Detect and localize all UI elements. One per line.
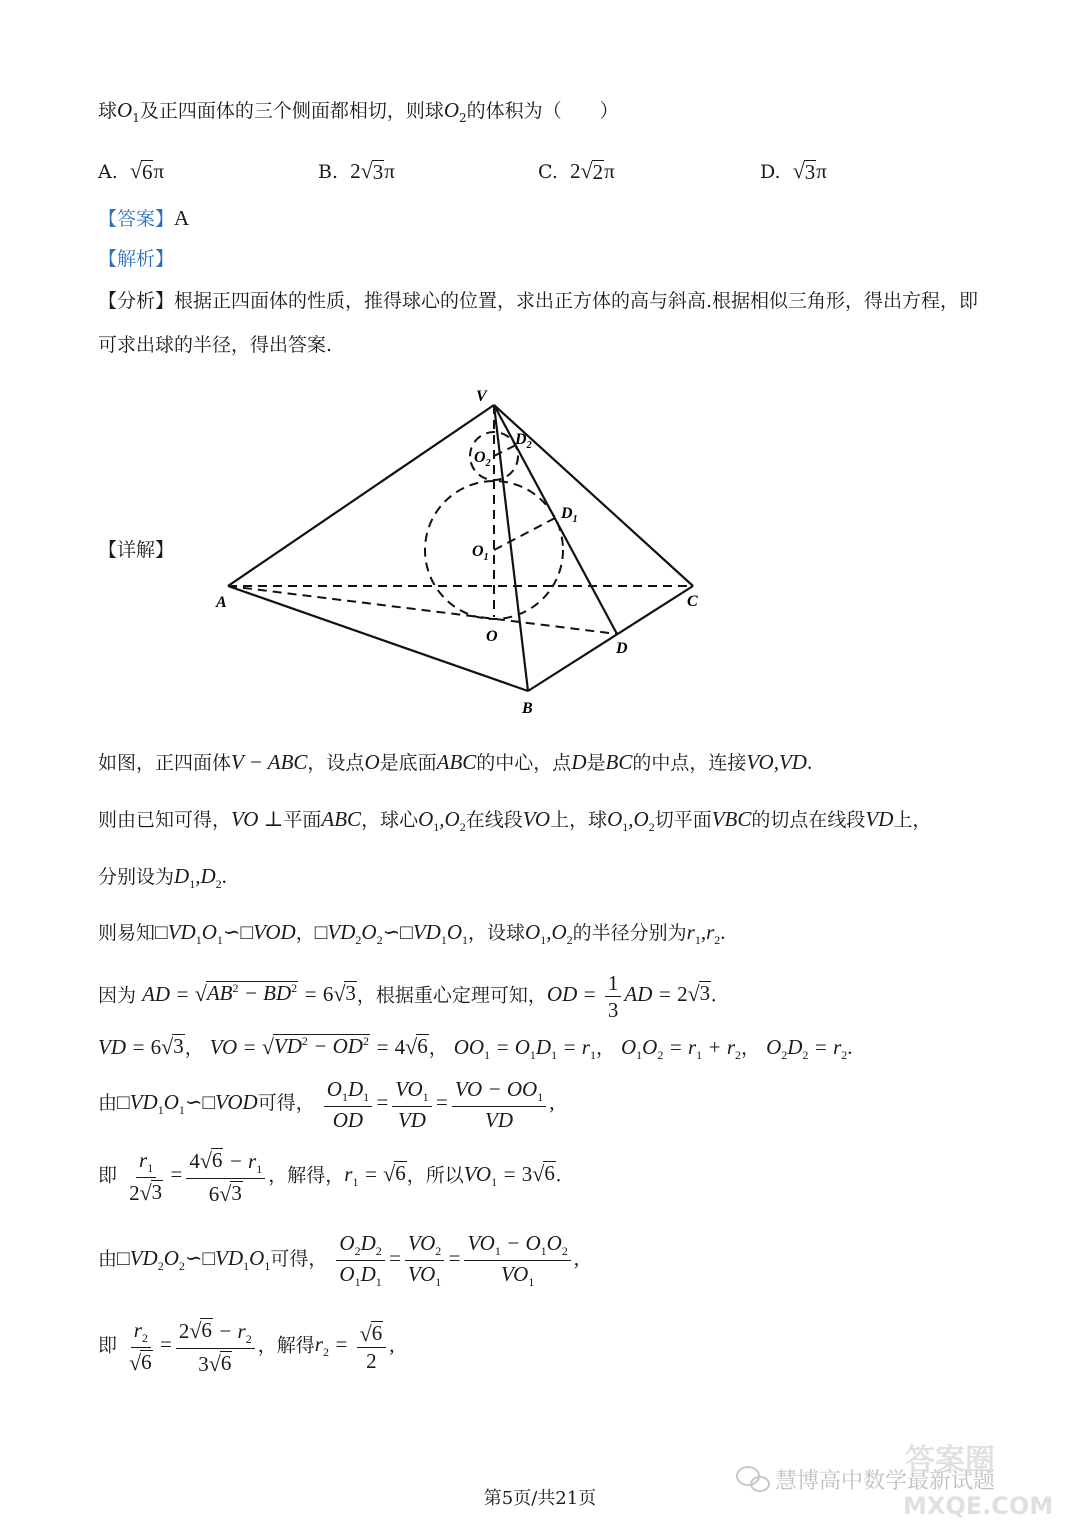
label-b: B (522, 700, 533, 717)
option-c (538, 158, 615, 184)
option-letter: B. (318, 161, 339, 183)
segment-vd (494, 405, 617, 634)
answer-value: A (174, 206, 190, 230)
edge-va (228, 405, 494, 586)
option-b (318, 158, 395, 184)
option-sqrt: √ 3 (360, 158, 384, 184)
option-coef: 2 (570, 159, 581, 183)
math-d: D (571, 750, 587, 774)
math-od-equation: OD = $\frac{1}{3}$ AD = 2 √ 3 (546, 971, 711, 1023)
text-segment: 如图，正四面体 (98, 752, 232, 774)
fenxi-text-1: 根据正四面体的性质，推得球心的位置，求出正方体的高与斜高.根据相似三角形，得出方程，即 (174, 290, 979, 312)
text-segment: 的切点在线段 (751, 809, 866, 831)
question-suffix: 的体积为（ ） (466, 100, 619, 122)
text-segment: 由 (98, 1092, 118, 1115)
text-segment: 切平面 (654, 809, 712, 831)
math-vo-vd: VO,VD (746, 750, 807, 774)
option-d (760, 158, 827, 184)
question-o2: O (443, 98, 460, 122)
math-abc: ABC (321, 807, 362, 831)
text-segment: 的中点，连接 (632, 752, 747, 774)
text-segment: 可得， (270, 1248, 328, 1271)
text-segment: 即 (98, 1334, 118, 1357)
math-vd: VD (865, 807, 894, 831)
math-v-abc: V − ABC (231, 750, 308, 774)
label-a: A (216, 594, 227, 611)
text-segment: 是底面 (379, 752, 437, 774)
math-similar-2: $□VD_2O_2∽□VD_1O_1$ (117, 1246, 271, 1274)
detail-label: 【详解】 (98, 539, 175, 561)
solution-line-4: 则易知$□VD_1O_1∽□VOD$，$□VD_2O_2∽□VD_1O_1$，设球$O_1,O_2$的半径分别为$r_1,r_2$. (98, 920, 726, 948)
watermark-logo-2: MXQE.COM (903, 1492, 1054, 1520)
median-ad (228, 586, 617, 634)
question-mid: 及正四面体的三个侧面都相切，则球 (139, 100, 444, 122)
edge-ab (228, 586, 528, 691)
tetrahedron-figure (210, 385, 730, 720)
fenxi-line-2: 可求出球的半径，得出答案. (98, 334, 333, 356)
label-o: O (486, 628, 498, 645)
label-d: D (616, 640, 628, 657)
math-vo1-value: $VO_1 = 3$ √ 6 (463, 1161, 555, 1190)
option-letter: A. (98, 161, 118, 183)
text-segment: 上，球 (550, 809, 608, 831)
math-r2-value: $r_2$ = √ 6 2 (315, 1332, 389, 1356)
math-vo-value: VO = √ $VD^2 - OD^2$ = 4 √ 6 (209, 1034, 428, 1060)
math-vo-perp: VO ⊥ (231, 807, 284, 831)
math-bc: BC (605, 750, 633, 774)
text-segment: ，解得 (257, 1334, 315, 1357)
solution-line-10: 即 $r_2$ √ 6 = 2 √ 6 − $r_2$ 3 √ 6 ，解得$r_2$ = √ 6 2 , (98, 1318, 395, 1376)
math-similar-1: $□VD_1O_1∽□VOD$ (117, 1090, 258, 1118)
text-segment: 的半径分别为 (572, 922, 687, 944)
analysis-label: 【解析】 (98, 248, 175, 270)
fenxi-label: 【分析】 (98, 290, 175, 312)
math-o1o2: $O_1O_2 = r_1 + r_2$ (620, 1035, 742, 1063)
solution-line-3: 分别设为$D_1,D_2$. (98, 864, 227, 892)
text-segment: 即 (98, 1164, 118, 1187)
label-o1: $O_1$ (472, 543, 489, 563)
text-segment: 的中心，点 (476, 752, 572, 774)
option-radicand: 2 (592, 159, 604, 184)
math-ratio-1: $\frac{O_1D_1}{OD}$ = $\frac{VO_1}{VD}$ = $\frac{VO - OO_1}{VD}$ (321, 1090, 549, 1114)
math-vbc: VBC (711, 807, 752, 831)
math-vd-value: VD = 6 √ 3 (98, 1034, 184, 1060)
math-equation-r2: $r_2$ √ 6 = 2 √ 6 − $r_2$ 3 √ 6 (123, 1332, 258, 1356)
math-o: O (364, 750, 380, 774)
math-vo: VO (522, 807, 551, 831)
text-segment: ，所以 (406, 1164, 464, 1187)
text-segment: 是 (586, 752, 606, 774)
text-segment: 可得， (257, 1092, 315, 1115)
option-sqrt: √ 6 (129, 158, 153, 184)
option-sqrt: √ 3 (792, 158, 816, 184)
text-segment: 因为 (98, 984, 137, 1007)
text-segment: 在线段 (465, 809, 523, 831)
option-tail: π (153, 159, 165, 183)
label-d2: $D_2$ (515, 431, 532, 451)
math-equation-r1: $r_1$ 2 √ 3 = 4 √ 6 − $r_1$ 6 √ 3 (123, 1162, 268, 1186)
option-tail: π (604, 159, 615, 183)
text-segment: ，解得， (268, 1164, 345, 1187)
label-c: C (687, 593, 698, 610)
option-letter: D. (760, 161, 781, 183)
answer-line (98, 208, 189, 229)
solution-line-7: 由$□VD_1O_1∽□VOD$可得， $\frac{O_1D_1}{OD}$ = $\frac{VO_1}{VD}$ = $\frac{VO - OO_1}{VD}$ , (98, 1077, 555, 1132)
fenxi-line-1 (98, 292, 978, 311)
text-period: . (806, 750, 813, 774)
text-segment: ，设点 (307, 752, 365, 774)
option-tail: π (816, 159, 827, 183)
text-segment: 则易知 (98, 922, 156, 944)
answer-label: 【答案】 (98, 208, 175, 230)
text-segment: ，设球 (468, 922, 526, 944)
label-v: V (476, 388, 487, 405)
watermark-brand: 慧博高中数学最新试题 (775, 1469, 996, 1494)
option-sqrt: √ 2 (580, 158, 604, 184)
math-d1-d2: $D_1,D_2$ (174, 864, 222, 892)
question-prefix: 球 (98, 100, 118, 122)
math-ad-equation: AD = √ $AB^2 - BD^2$ = 6 √ 3 (142, 981, 356, 1007)
label-o2: $O_2$ (474, 449, 491, 469)
option-letter: C. (538, 161, 558, 183)
page-footer: 第5页/共21页 (483, 1488, 597, 1509)
option-radicand: 3 (804, 159, 816, 184)
question-o2-sub: 2 (459, 110, 467, 125)
solution-line-8: 即 $r_1$ 2 √ 3 = 4 √ 6 − $r_1$ 6 √ 3 ，解得，$r_1$ = √ 6 ，所以$VO_1 = 3$ √ 6 . (98, 1148, 562, 1206)
text-segment: 平面 (283, 809, 322, 831)
math-o2d2: $O_2D_2 = r_2$ (766, 1035, 848, 1063)
question-o1-sub: 1 (132, 110, 140, 125)
text-segment: 则由已知可得， (98, 809, 232, 831)
math-similar-1: $□VD_1O_1∽□VOD$ (155, 920, 296, 948)
math-ratio-2: $\frac{O_2D_2}{O_1D_1}$ = $\frac{VO_2}{VO_1}$ = $\frac{VO_1 - O_1O_2}{VO_1}$ (333, 1246, 573, 1270)
option-radicand: 6 (141, 159, 153, 184)
math-r1-value: $r_1$ = √ 6 (344, 1161, 406, 1190)
text-segment: ，球心 (361, 809, 419, 831)
math-oo1: $OO_1 = O_1D_1 = r_1$ (453, 1035, 596, 1063)
text-segment: 分别设为 (98, 866, 175, 888)
solution-line-9: 由$□VD_2O_2∽□VD_1O_1$可得， $\frac{O_2D_2}{O_1D_1}$ = $\frac{VO_2}{VO_1}$ = $\frac{VO_1 - O_1O_2}{VO_1}$ , (98, 1231, 580, 1289)
text-segment: 上， (893, 809, 932, 831)
solution-line-2: 则由已知可得，VO ⊥平面ABC，球心$O_1,O_2$在线段VO上，球$O_1,O_2$切平面VBC的切点在线段VD上， (98, 807, 932, 835)
question-line (98, 100, 619, 124)
question-o1: O (117, 98, 133, 122)
math-similar-2: $□VD_2O_2∽□VD_1O_1$ (314, 920, 469, 948)
solution-line-1 (98, 752, 812, 773)
text-segment: ，根据重心定理可知， (356, 984, 547, 1007)
text-segment: 由 (98, 1248, 118, 1271)
solution-line-5: 因为 AD = √ $AB^2 - BD^2$ = 6 √ 3 ，根据重心定理可知，OD = $\frac{1}{3}$ AD = 2 √ 3 . (98, 971, 717, 1023)
option-radicand: 3 (372, 159, 384, 184)
option-coef: 2 (350, 159, 361, 183)
option-a (98, 158, 164, 184)
option-tail: π (384, 159, 395, 183)
radius-o1d1 (494, 517, 557, 550)
figure-labels (215, 388, 698, 717)
math-abc: ABC (436, 750, 477, 774)
watermark-logo-1: 答案圈 (905, 1443, 995, 1478)
edge-bc (528, 586, 693, 691)
label-d1: $D_1$ (561, 505, 578, 525)
solution-line-6: VD = 6 √ 3 ， VO = √ $VD^2 - OD^2$ = 4 √ 6 ， $OO_1 = O_1D_1 = r_1$， $O_1O_2 = r_1 + r_2$， $O_2D_2 = r_2$. (98, 1034, 853, 1063)
